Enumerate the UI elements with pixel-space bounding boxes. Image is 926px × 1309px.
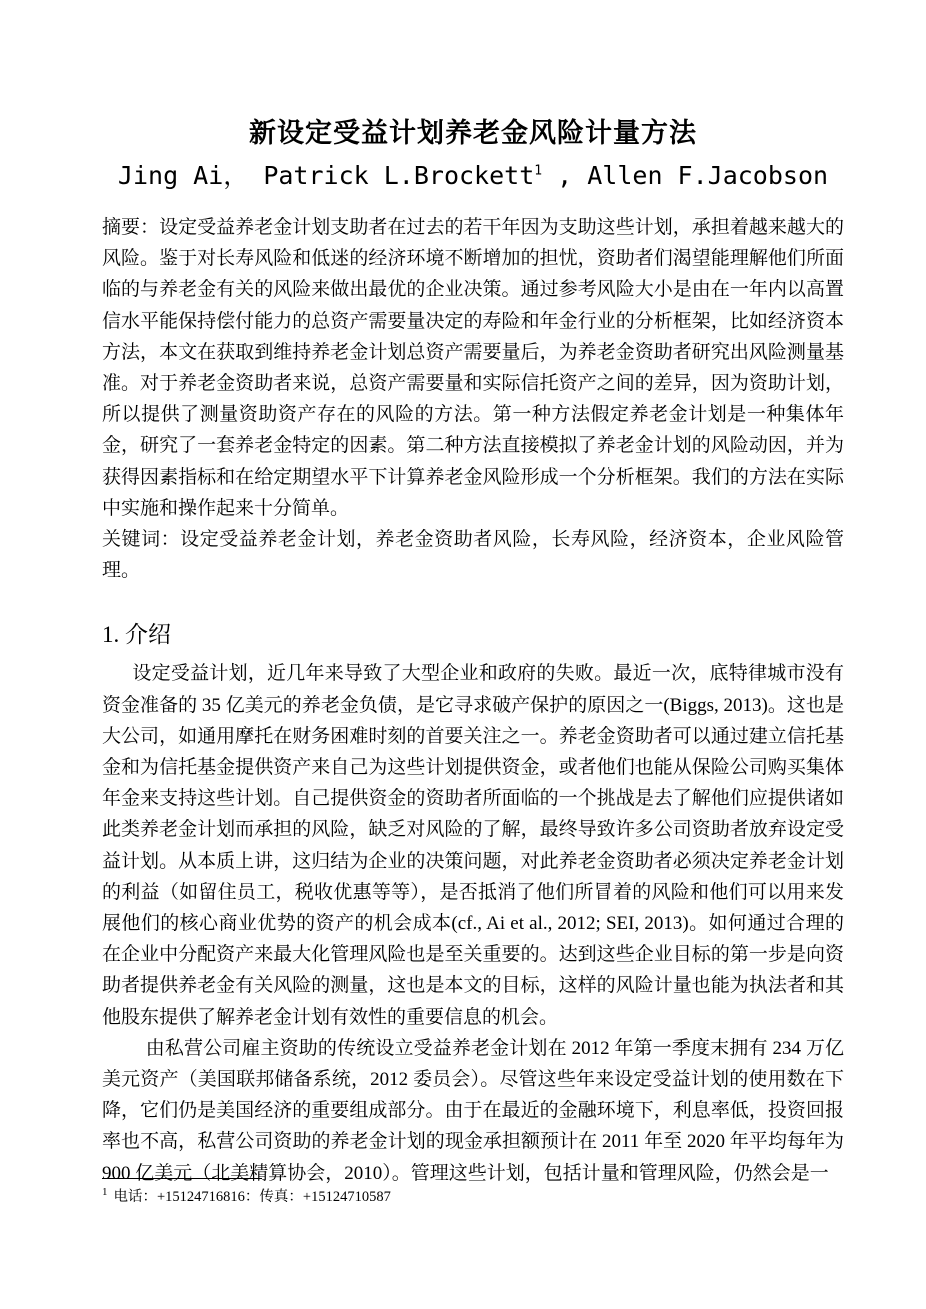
authors-part2: , Allen F.Jacobson	[542, 161, 829, 190]
footnote-separator	[102, 1178, 262, 1179]
author-footnote-mark: 1	[534, 163, 543, 179]
section-1-heading: 1. 介绍	[102, 622, 171, 648]
intro-paragraph-2: 由私营公司雇主资助的传统设立受益养老金计划在 2012 年第一季度末拥有 234 万亿美元资产（美国联邦储备系统，2012 委员会）。尽管这些年来设定受益计划的使用数在下降，它们仍是美国经济的重要组成部分。由于在最近的金融环境下，利息率低，投资回报率也不高，私营公司资助的养老金计划的现金承担额预计在 2011 年至 2020 年平均每年为 900 亿美元（北美精算协会，2010）。管理这些计划，包括计量和管理风险，仍然会是一	[102, 1037, 844, 1184]
footnote-mark: 1	[102, 1186, 108, 1199]
authors-line	[102, 160, 844, 192]
abstract-paragraph: 摘要：设定受益养老金计划支助者在过去的若干年因为支助这些计划，承担着越来越大的风险。鉴于对长寿风险和低迷的经济环境不断增加的担忧，资助者们渴望能理解他们所面临的与养老金有关的风险来做出最优的企业决策。通过参考风险大小是由在一年内以高置信水平能保持偿付能力的总资产需要量决定的寿险和年金行业的分析框架，比如经济资本方法，本文在获取到维持养老金计划总资产需要量后，为养老金资助者研究出风险测量基准。对于养老金资助者来说，总资产需要量和实际信托资产之间的差异，因为资助计划，所以提供了测量资助资产存在的风险的方法。第一种方法假定养老金计划是一种集体年金，研究了一套养老金特定的因素。第二种方法直接模拟了养老金计划的风险动因，并为获得因素指标和在给定期望水平下计算养老金风险形成一个分析框架。我们的方法在实际中实施和操作起来十分简单。	[102, 217, 844, 519]
authors-part1: Jing Ai， Patrick L.Brockett	[117, 161, 535, 190]
footnote-area	[102, 1178, 844, 1207]
page-title: 新设定受益计划养老金风险计量方法	[249, 118, 697, 148]
keywords-paragraph: 关键词：设定受益养老金计划，养老金资助者风险，长寿风险，经济资本，企业风险管理。	[102, 529, 844, 582]
footnote-body: 电话：+15124716816：传真：+15124710587	[113, 1189, 391, 1205]
intro-paragraph-1: 设定受益计划，近几年来导致了大型企业和政府的失败。最近一次，底特律城市没有资金准备的 35 亿美元的养老金负债，是它寻求破产保护的原因之一(Biggs, 2013)。这也是大公司，如通用摩托在财务困难时刻的首要关注之一。养老金资助者可以通过建立信托基金和为信托基金提供资产来自己为这些计划提供资金，或者他们也能从保险公司购买集体年金来支持这些计划。自己提供资金的资助者所面临的一个挑战是去了解他们应提供诸如此类养老金计划而承担的风险，缺乏对风险的了解，最终导致许多公司资助者放弃设定受益计划。从本质上讲，这归结为企业的决策问题，对此养老金资助者必须决定养老金计划的利益（如留住员工，税收优惠等等），是否抵消了他们所冒着的风险和他们可以用来发展他们的核心商业优势的资产的机会成本(cf., Ai et al., 2012; SEI, 2013)。如何通过合理的在企业中分配资产来最大化管理风险也是至关重要的。达到这些企业目标的第一步是向资助者提供养老金有关风险的测量，这也是本文的目标，这样的风险计量也能为执法者和其他股东提供了解养老金计划有效性的重要信息的机会。	[102, 663, 844, 1028]
footnote-text	[102, 1187, 844, 1207]
